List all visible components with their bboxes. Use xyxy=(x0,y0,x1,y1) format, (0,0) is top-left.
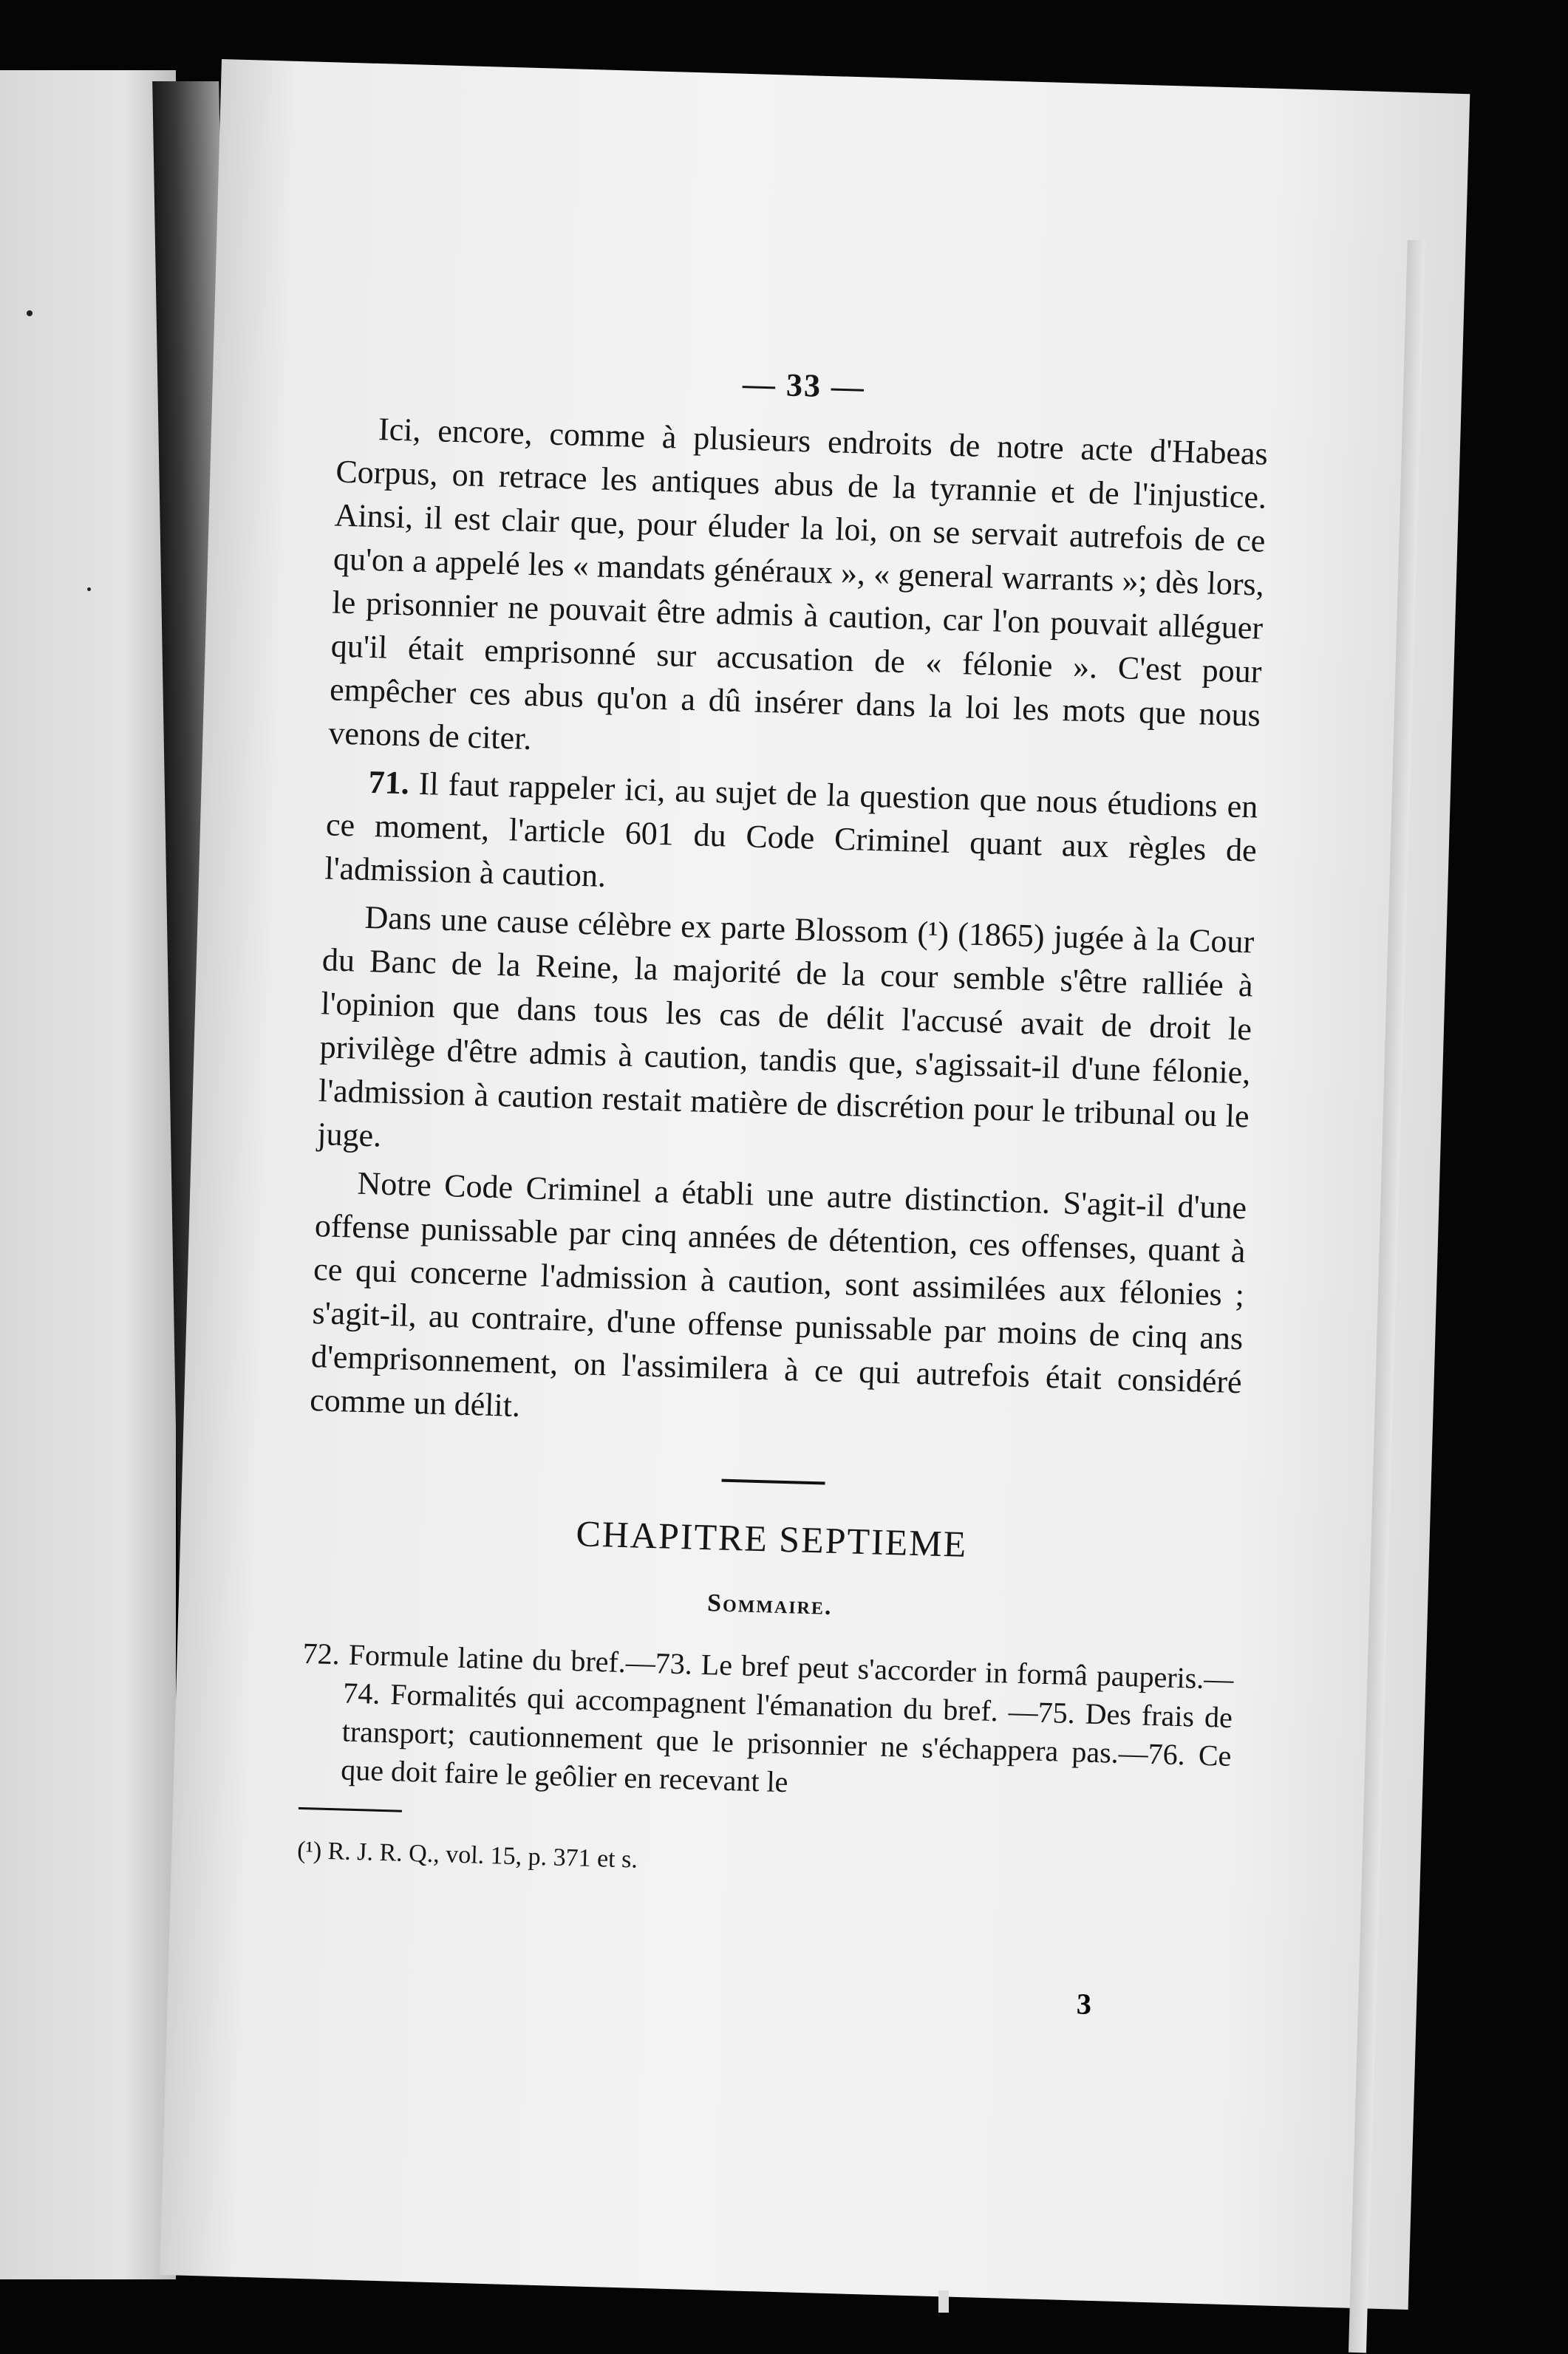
book-page xyxy=(160,59,1470,2310)
paragraph-text: Notre Code Criminel a établi une autre distinction. S'agit-il d'une offense punissable par cinq années de détention, ces offenses, quant à ce qui concerne l'admission à caution, sont assimilées aux félonies ; s'agit-il, au contraire, d'une offense punissable par moins de cinq ans d'emprisonnement, on l'assimilera à ce qui autrefois était considéré comme un délit. xyxy=(309,1164,1247,1424)
page-stack-edge xyxy=(1349,240,1425,2353)
chapter-title: CHAPITRE SEPTIEME xyxy=(575,1512,968,1565)
previous-page-edge xyxy=(0,70,176,2279)
page-content xyxy=(297,351,1270,1893)
paragraph xyxy=(328,406,1269,781)
footnote-divider xyxy=(299,1807,402,1812)
ink-spot xyxy=(27,310,33,316)
ink-spot xyxy=(87,587,91,591)
paragraph xyxy=(324,759,1258,915)
paragraph xyxy=(317,894,1255,1181)
page-number: — 33 — xyxy=(742,365,866,406)
paragraph-text: Il faut rappeler ici, au sujet de la question que nous étudions en ce moment, l'article 601 du Code Criminel quant aux règles de l'admission à caution. xyxy=(324,765,1258,894)
paragraph-text: Dans une cause célèbre ex parte Blossom (¹) (1865) jugée à la Cour du Banc de la Reine, la majorité de la cour semble s'être ralliée à l'opinion que dans tous les cas de délit l'accusé avait de droit le privilège d'être admis à caution, tandis que, s'agissait-il d'une félonie, l'admission à caution restait matière de discrétion pour le tribunal ou le juge. xyxy=(316,898,1255,1154)
chapter-summary: 72. Formule latine du bref.—73. Le bref peut s'accorder in formâ pauperis.—74. Formalités qui accompagnent l'émanation du bref. —75. Des frais de transport; cautionnement que le prisonnier ne s'échappera pas.—76. Ce que doit faire le geôlier en recevant le xyxy=(302,1636,1234,1799)
sommaire-heading: Sommaire. xyxy=(706,1589,834,1620)
footnote: (¹) R. J. R. Q., vol. 15, p. 371 et s. xyxy=(296,1836,638,1874)
signature-mark: 3 xyxy=(1076,1987,1092,2021)
paragraph xyxy=(310,1160,1247,1447)
paragraph-text: Ici, encore, comme à plusieurs endroits de notre acte d'Habeas Corpus, on retrace les antiques abus de la tyrannie et de l'injustice. Ainsi, il est clair que, pour éluder la loi, on se servait autrefois de ce qu'on a appelé les « mandats généraux », « general warrants »; dès lors, le prisonnier ne pouvait être admis à caution, car l'on pouvait alléguer qu'il était emprisonné sur accusation de « félonie ». C'est pour empêcher ces abus qu'on a dû insérer dans la loi les mots que nous venons de citer. xyxy=(327,411,1269,757)
section-divider xyxy=(721,1479,825,1485)
paragraph-number: 71. xyxy=(368,763,410,802)
film-mark xyxy=(938,2290,949,2313)
